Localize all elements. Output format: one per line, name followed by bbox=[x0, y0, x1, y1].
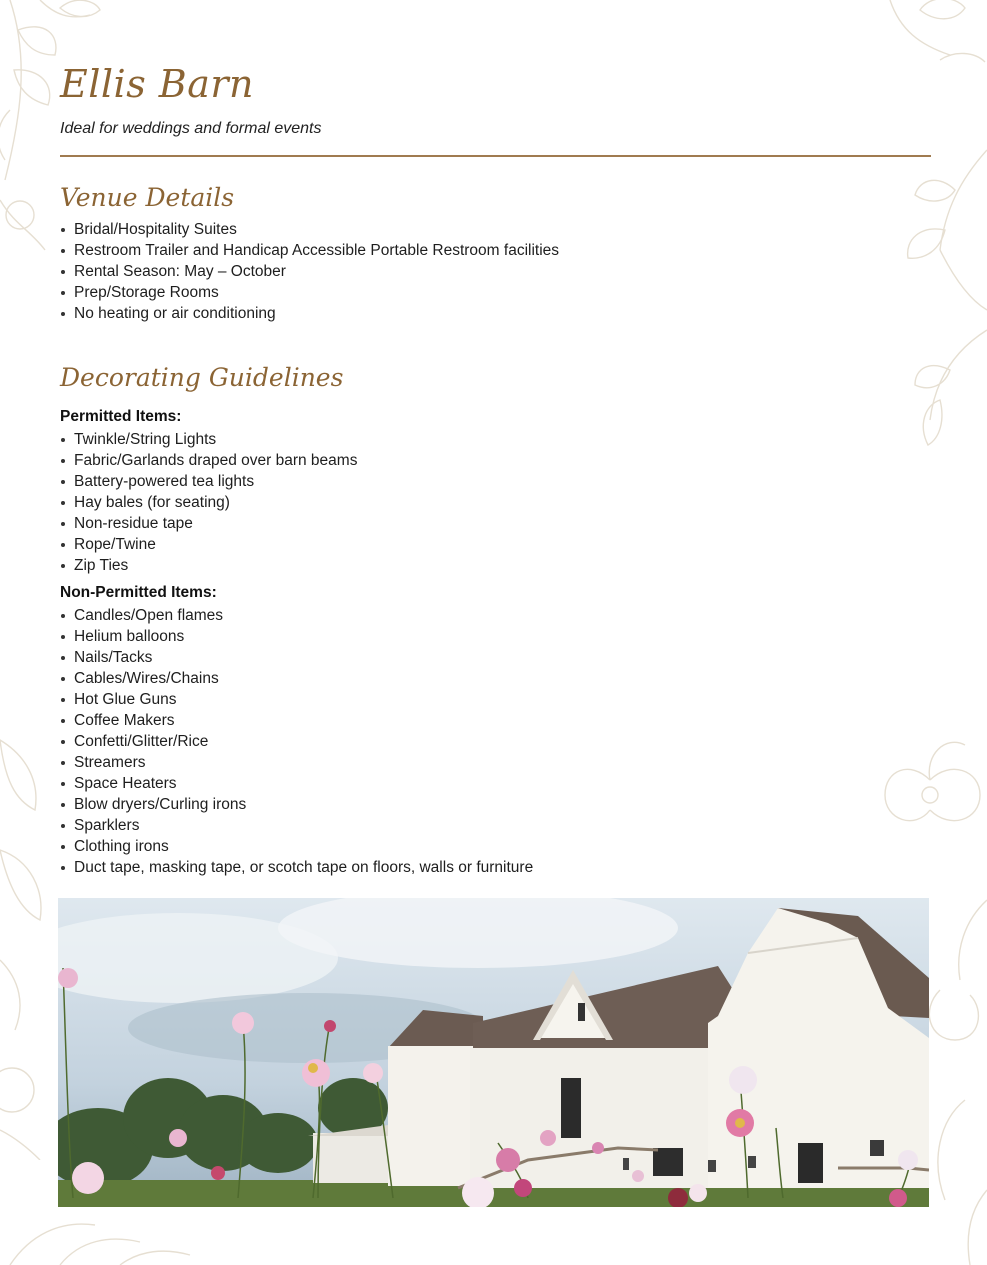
list-item: Bridal/Hospitality Suites bbox=[60, 219, 559, 240]
non-permitted-items-label: Non-Permitted Items: bbox=[60, 584, 217, 601]
list-item: Hot Glue Guns bbox=[60, 689, 533, 710]
list-item: Hay bales (for seating) bbox=[60, 492, 357, 513]
list-item: Fabric/Garlands draped over barn beams bbox=[60, 450, 357, 471]
list-item: Blow dryers/Curling irons bbox=[60, 794, 533, 815]
permitted-items-label: Permitted Items: bbox=[60, 408, 182, 425]
list-item: Duct tape, masking tape, or scotch tape on floors, walls or furniture bbox=[60, 857, 533, 878]
list-item: Confetti/Glitter/Rice bbox=[60, 731, 533, 752]
barn-photo bbox=[58, 898, 929, 1207]
venue-details-list bbox=[60, 219, 559, 324]
list-item: Clothing irons bbox=[60, 836, 533, 857]
list-item: Space Heaters bbox=[60, 773, 533, 794]
list-item: Battery-powered tea lights bbox=[60, 471, 357, 492]
list-item: Helium balloons bbox=[60, 626, 533, 647]
header-divider bbox=[60, 155, 931, 157]
venue-details-heading: Venue Details bbox=[60, 183, 235, 212]
list-item: Streamers bbox=[60, 752, 533, 773]
list-item: Twinkle/String Lights bbox=[60, 429, 357, 450]
list-item: Candles/Open flames bbox=[60, 605, 533, 626]
floral-ornament-top-right bbox=[860, 0, 987, 460]
list-item: Non-residue tape bbox=[60, 513, 357, 534]
barn-illustration bbox=[58, 898, 929, 1207]
list-item: Prep/Storage Rooms bbox=[60, 282, 559, 303]
decorating-guidelines-heading: Decorating Guidelines bbox=[60, 363, 344, 392]
non-permitted-items-list bbox=[60, 605, 533, 878]
list-item: No heating or air conditioning bbox=[60, 303, 559, 324]
barn-door bbox=[561, 1078, 581, 1138]
permitted-items-list bbox=[60, 429, 357, 576]
list-item: Nails/Tacks bbox=[60, 647, 533, 668]
list-item: Cables/Wires/Chains bbox=[60, 668, 533, 689]
page-subtitle: Ideal for weddings and formal events bbox=[60, 120, 322, 137]
list-item: Zip Ties bbox=[60, 555, 357, 576]
list-item: Restroom Trailer and Handicap Accessible Portable Restroom facilities bbox=[60, 240, 559, 261]
list-item: Rope/Twine bbox=[60, 534, 357, 555]
page-title: Ellis Barn bbox=[60, 62, 254, 106]
list-item: Sparklers bbox=[60, 815, 533, 836]
list-item: Coffee Makers bbox=[60, 710, 533, 731]
list-item: Rental Season: May – October bbox=[60, 261, 559, 282]
